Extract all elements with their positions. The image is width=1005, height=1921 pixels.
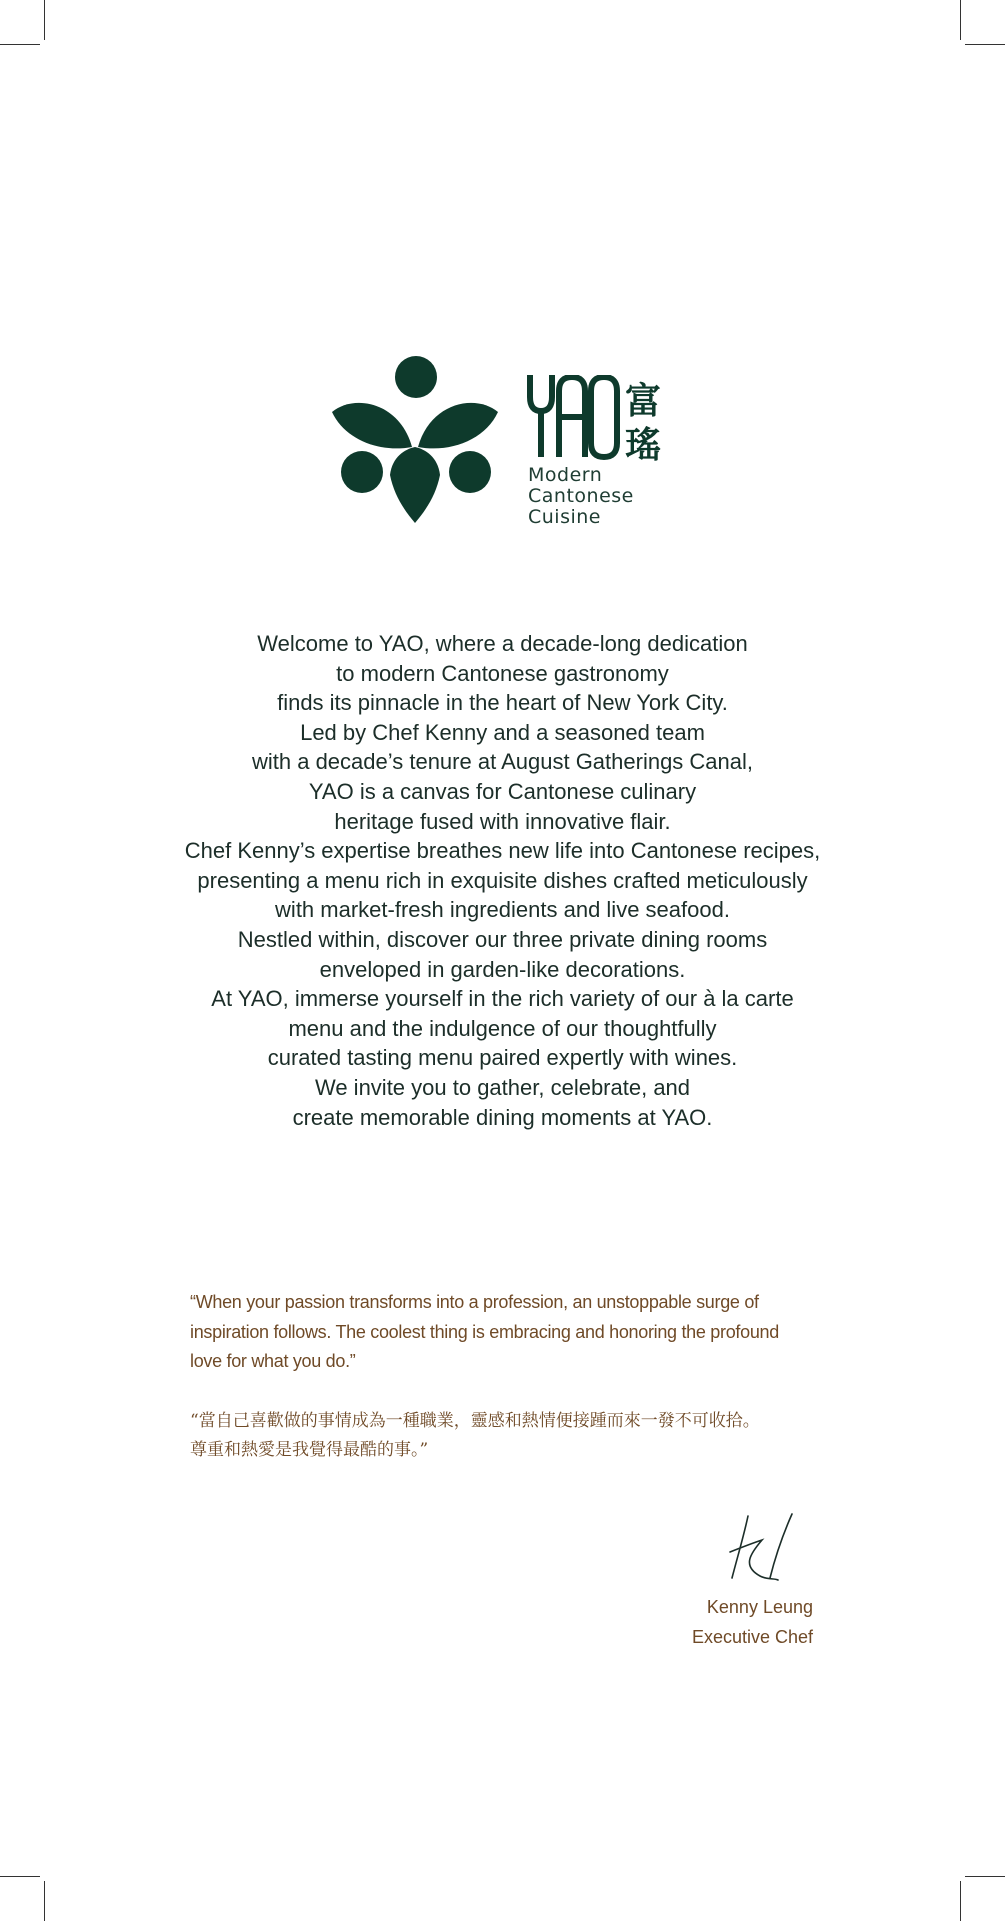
intro-line: with market-fresh ingredients and live seafood. (275, 897, 730, 923)
tagline-line: Modern (528, 464, 603, 486)
intro-line: Welcome to YAO, where a decade-long dedication (257, 631, 748, 656)
brand-logo (330, 355, 675, 535)
intro-line: create memorable dining moments at YAO. (292, 1104, 713, 1130)
chef-quote-chinese (190, 1407, 830, 1465)
intro-line: At YAO, immerse yourself in the rich variety of our à la carte (211, 986, 794, 1012)
crop-mark-bottom-right-horizontal (965, 1876, 1005, 1877)
intro-line: Nestled within, discover our three private dining rooms (237, 926, 768, 952)
intro-paragraph (100, 629, 905, 1132)
intro-line: with a decade’s tenure at August Gatherings Canal, (251, 749, 754, 775)
crop-mark-top-left-horizontal (0, 44, 40, 45)
chef-quote-english (190, 1288, 830, 1377)
crop-mark-top-right-horizontal (965, 44, 1005, 45)
intro-line: Chef Kenny’s expertise breathes new life into Cantonese recipes, (184, 838, 821, 864)
intro-line: finds its pinnacle in the heart of New York City. (277, 690, 728, 716)
svg-text:瑤: 瑤 (625, 425, 662, 466)
flower-logo-icon (330, 355, 500, 525)
crop-mark-bottom-left-horizontal (0, 1876, 40, 1877)
crop-mark-top-left-vertical (44, 0, 45, 40)
crop-mark-bottom-left-vertical (44, 1881, 45, 1921)
signature-icon (720, 1510, 800, 1585)
quote-line: love for what you do.” (190, 1351, 356, 1371)
intro-line: heritage fused with innovative flair. (334, 808, 671, 834)
intro-line: Led by Chef Kenny and a seasoned team (300, 719, 705, 745)
chinese-name: 富 (625, 381, 662, 422)
chef-signoff (692, 1592, 813, 1652)
intro-line: menu and the indulgence of our thoughtfully (288, 1015, 717, 1041)
intro-line: presenting a menu rich in exquisite dishes crafted meticulously (197, 867, 808, 893)
intro-line: to modern Cantonese gastronomy (336, 660, 669, 686)
tagline-line: Cuisine (528, 506, 601, 528)
quote-line-zh: 尊重和熱愛是我覺得最酷的事。” (190, 1440, 429, 1460)
quote-line: “When your passion transforms into a profession, an unstoppable surge of (190, 1292, 759, 1312)
intro-line: enveloped in garden-like decorations. (319, 956, 686, 982)
quote-line-zh: “當自己喜歡做的事情成為一種職業，靈感和熱情便接踵而來一發不可收拾。 (190, 1411, 760, 1431)
chef-title: Executive Chef (691, 1627, 813, 1647)
chef-name: Kenny Leung (706, 1597, 813, 1617)
intro-line: curated tasting menu paired expertly with wines. (267, 1045, 738, 1071)
tagline-line: Cantonese (528, 485, 634, 507)
intro-line: We invite you to gather, celebrate, and (314, 1074, 691, 1100)
quote-line: inspiration follows. The coolest thing is embracing and honoring the profound (190, 1321, 779, 1342)
crop-mark-bottom-right-vertical (960, 1881, 961, 1921)
intro-line: YAO is a canvas for Cantonese culinary (308, 778, 697, 804)
crop-mark-top-right-vertical (960, 0, 961, 40)
brand-tagline (528, 465, 634, 528)
